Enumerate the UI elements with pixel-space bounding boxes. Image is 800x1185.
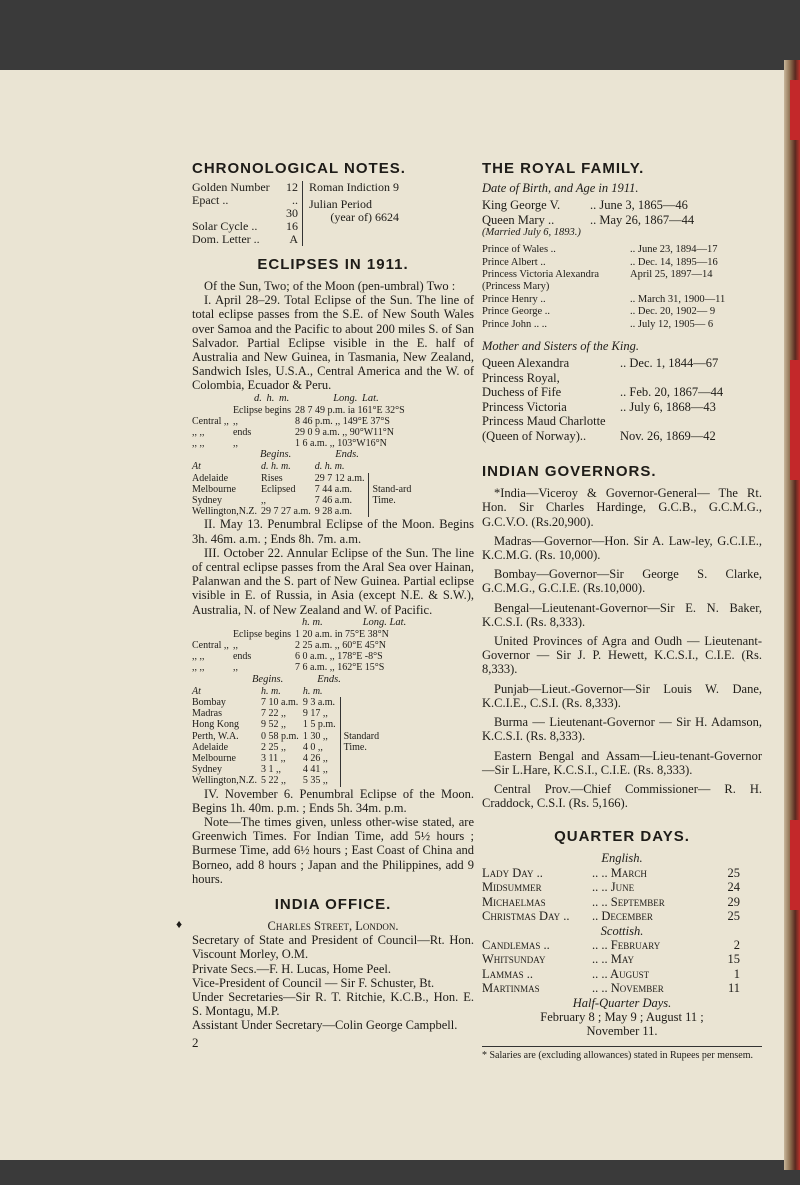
mother-sisters-heading: Mother and Sisters of the King.	[482, 339, 639, 354]
chronological-notes-title: CHRONOLOGICAL NOTES.	[192, 160, 406, 177]
eclipse-row: Eclipse begins 28 7 49 p.m. ia 161°E 32°S	[232, 404, 405, 416]
governor-entry: Madras—Governor—Hon. Sir A. Law-ley, G.C.I.E., K.C.M.G. (Rs. 10,000).	[482, 533, 762, 563]
quarter-day-row: Christmas Day .. .. December 25	[482, 909, 740, 924]
chronology-row: Golden Number 12	[192, 180, 298, 194]
mother-row: (Queen of Norway).. Nov. 26, 1869—42	[482, 428, 716, 443]
mother-row: Princess Maud Charlotte	[482, 414, 606, 429]
right-column	[482, 160, 762, 1061]
half-quarter-heading: Half-Quarter Days.	[572, 995, 672, 1010]
page-number: 2	[192, 1034, 199, 1050]
india-office-title: INDIA OFFICE.	[274, 895, 392, 913]
quarter-day-row: Whitsunday .. .. May 15	[482, 952, 740, 967]
chronology-row: Dom. Letter .. A	[192, 232, 298, 246]
quarter-day-row: Lammas .. .. .. August 1	[482, 966, 740, 981]
india-office-entry: Under Secretaries—Sir R. T. Ritchie, K.C.B., Hon. E. S. Montagu, M.P.	[192, 989, 474, 1019]
child-row: Prince Henry .. .. March 31, 1900—11	[482, 293, 726, 305]
place-row: Madras 7 22 ,, 9 17 ,,	[192, 708, 328, 720]
eclipses-intro: Of the Sun, Two; of the Moon (pen-umbral) Two :	[204, 279, 456, 293]
child-row: (Princess Mary)	[482, 281, 550, 293]
quarter-day-row: Candlemas .. .. .. February 2	[482, 937, 740, 952]
place-row: Melbourne 3 11 ,, 4 26 ,,	[192, 752, 328, 764]
salary-footnote: * Salaries are (excluding allowances) stated in Rupees per mensem.	[482, 1046, 762, 1061]
married-note: (Married July 6, 1893.)	[482, 227, 581, 239]
chronology-row: Solar Cycle .. 16	[192, 219, 298, 233]
india-office-address: Charles Street, London.	[267, 918, 399, 933]
eclipse-3-table	[192, 629, 393, 674]
eclipse-row: ,, ,, ends 6 0 a.m. ,, 178°E -8°S	[192, 651, 383, 663]
governor-entry: Punjab—Lieut.-Governor—Sir Louis W. Dane, K.C.I.E., C.S.I. (Rs. 8,333).	[482, 681, 762, 710]
mother-row: Duchess of Fife .. Feb. 20, 1867—44	[482, 385, 724, 400]
quarter-day-row: Lady Day .. .. .. March 25	[482, 865, 740, 880]
mother-row: Queen Alexandra .. Dec. 1, 1844—67	[482, 356, 719, 371]
child-row: Princess Victoria Alexandra April 25, 1897—14	[482, 269, 713, 281]
child-row: Prince John .. .. .. July 12, 1905— 6	[482, 318, 714, 330]
governor-entry: Burma — Lieutenant-Governor — Sir H. Adamson, K.C.S.I. (Rs. 8,333).	[482, 715, 762, 744]
place-row: Wellington,N.Z. 29 7 27 a.m. 9 28 a.m.	[192, 506, 352, 518]
governor-entry: United Provinces of Agra and Oudh — Lieutenant-Governor — Sir J. P. Hewett, K.C.S.I., C.I.E. (Rs. 8,333).	[482, 634, 762, 677]
scottish-quarter-days	[482, 938, 740, 996]
quarter-day-row: Michaelmas .. .. September 29	[482, 894, 740, 909]
scottish-heading: Scottish.	[600, 923, 644, 938]
place-row: Bombay 7 10 a.m. 9 3 a.m. Standard Time.	[192, 697, 388, 708]
place-row: Hong Kong 9 52 ,, 1 5 p.m.	[192, 719, 336, 731]
mother-row: Princess Victoria .. July 6, 1868—43	[482, 399, 716, 414]
time-note: Note—The times given, unless other-wise stated, are Greenwich Times. For Indian Time, add 5½ hours ; Burmese Time, add 6½ hours ; East Coast of China and Borneo, add 8 hours ; Japan and the Philippines, add 9 hours.	[192, 814, 474, 886]
ornament-mark: ♦	[176, 917, 183, 931]
eclipse-1-places: At d. h. m. d. h. m. Adelaide Rises 29 7 12 a.m. Stand-ard Time. Melbourne Eclipsed 7 44 a.m. Sydney ,, 7 46 a.m. Wellington,N.Z. 29 7 27 a.m. 9 28 a.m.	[192, 461, 416, 517]
eclipse-row: Eclipse begins 1 20 a.m. in 75°E 38°N	[232, 628, 389, 640]
eclipse-1-text: I. April 28–29. Total Eclipse of the Sun. The line of total eclipse passes from the S.E. of New South Wales over Samoa and the Pacific to about 200 miles S. of San Salvador. Partial Eclipse visible in the E. half of Australia and New Guinea, in Tasmania, New Zealand, Sandwich Isles, U.S.A., Central America and the W. of Colombia, Ecuador & Peru.	[192, 293, 474, 393]
half-quarter-days: November 11.	[586, 1024, 658, 1039]
quarter-days-title: QUARTER DAYS.	[554, 828, 690, 846]
governor-entry: Eastern Bengal and Assam—Lieu-tenant-Governor—Sir L.Hare, K.C.S.I., C.I.E. (Rs. 8,333).	[482, 748, 762, 777]
place-row: Sydney ,, 7 46 a.m.	[192, 495, 352, 507]
quarter-day-row: Midsummer .. .. June 24	[482, 880, 740, 895]
eclipse-2-text: II. May 13. Penumbral Eclipse of the Moon. Begins 3h. 46m. a.m. ; Ends 8h. 7m. a.m.	[192, 517, 474, 546]
english-heading: English.	[601, 851, 643, 866]
mother-row: Princess Royal,	[482, 370, 560, 385]
chronology-row: Epact .. .. 30	[192, 193, 298, 220]
eclipse-row: ,, ,, ends 29 0 9 a.m. ,, 90°W11°N	[192, 427, 394, 439]
governor-entry: Central Prov.—Chief Commissioner— R. H. Craddock, C.S.I. (Rs. 5,166).	[482, 781, 762, 811]
eclipse-row: ,, ,, ,, 1 6 a.m. ,, 103°W16°N	[192, 438, 387, 450]
indian-governors-title: INDIAN GOVERNORS.	[482, 463, 657, 481]
book-spine	[784, 60, 800, 1170]
king-queen-table: King George V. .. June 3, 1865—46 Queen Mary .. .. May 26, 1867—44	[482, 198, 695, 227]
place-row: Perth, W.A. 0 58 p.m. 1 30 ,,	[192, 730, 328, 742]
place-row: Wellington,N.Z. 5 22 ,, 5 35 ,,	[192, 775, 328, 787]
india-office-entry: Secretary of State and President of Council—Rt. Hon. Viscount Morley, O.M.	[192, 933, 474, 962]
left-column: CHRONOLOGICAL NOTES. Golden Number 12 Epact .. .. 30 Solar Cycle .. 16 Dom. Letter .. A Roman Indiction 9 Julian Period (year of) 6624 ECLIPSES IN 1911. Of the Sun, Two; of the Moon (pen-umbral) Two : I. April 28–29. Total Eclipse of the Sun. The line of total eclipse passes from the S.E. of New South Wales over Samoa and the Pacific to about 200 miles S. of San Salvador. Partial Eclipse visible in the E. half of Australia and New Guinea, in Tasmania, New Zealand, Sandwich Isles, U.S.A., Central America and the W. of Colombia, Ecuador & Peru. d. h. m. Long. Lat. Eclipse begins 28 7 49 p.m. ia 161°E 32°S Central ,, ,, 8 46 p.m. ,, 149°E 37°S ,, ,, ends 29 0 9 a.m. ,, 90°W11°N ,, ,, ,, 1 6 a.m. ,, 103°W16°N Begins. Ends. At d. h. m. d. h. m. Adelaide Rises 29 7 12 a.m. Stand-ard Time. Melbourne Eclipsed 7 44 a.m. Sydney ,, 7 46 a.m. Wellington,N.Z. 29 7 27 a.m. 9 28 a.m. II. May 13. Penumbral Eclipse of the Moon. Begins 3h. 46m. a.m. ; Ends 8h. 7m. a.m. III. October 22. Annular Eclipse of the Sun. The line of central eclipse passes from the Aral Sea over Hainan, Palanwan and the S. part of New Guinea. Partial eclipse visible in E. of Russia, in Asia (except N.E. & S.W.), Australia, N. of New Zealand and W. of Pacific. h. m. Long. Lat. Eclipse begins 1 20 a.m. in 75°E 38°N Central ,, ,, 2 25 a.m. ,, 60°E 45°N ,, ,, ends 6 0 a.m. ,, 178°E -8°S ,, ,, ,, 7 6 a.m. ,, 162°E 15°S Begins. Ends. At h. m. h. m. Bombay 7 10 a.m. 9 3 a.m. Standard Time. Madras 7 22 ,, 9 17 ,, Hong Kong 9 52 ,, 1 5 p.m. Perth, W.A. 0 58 p.m. 1 30 ,, Adelaide 2 25 ,, 4 0 ,, Melbourne 3 11 ,, 4 26 ,, Sydney 3 1 ,, 4 41 ,, Wellington,N.Z. 5 22 ,, 5 35 ,, IV. November 6. Penumbral Eclipse of the Moon. Begins 1h. 40m. p.m. ; Ends 5h. 34m. p.m. Note—The times given, unless other-wise stated, are Greenwich Times. For Indian Time, add 5½ hours ; Burmese Time, add 6½ hours ; East Coast of China and Borneo, add 8 hours ; Japan and the Philippines, add 9 hours. INDIA OFFICE. Charles Street, London. Secretary of State and President of Council—Rt. Hon. Viscount Morley, O.M. Private Secs.—F. H. Lucas, Home Peel. Vice-President of Council — Sir F. Schuster, Bt. Under Secretaries—Sir R. T. Ritchie, K.C.B., Hon. E. S. Montagu, M.P. Assistant Under Secretary—Colin George Campbell. 2	[192, 160, 474, 1050]
children-table	[482, 244, 725, 331]
governor-entry: Bombay—Governor—Sir George S. Clarke, G.C.M.G., G.C.I.E. (Rs.10,000).	[482, 567, 762, 596]
child-row: Prince of Wales .. .. June 23, 1894—17	[482, 244, 718, 256]
chronology-numbers: Golden Number 12 Epact .. .. 30 Solar Cycle .. 16 Dom. Letter .. A Roman Indiction 9 Julian Period (year of) 6624	[192, 180, 399, 246]
quarter-day-row: Martinmas .. .. November 11	[482, 981, 740, 996]
eclipse-row: Central ,, ,, 2 25 a.m. ,, 60°E 45°N	[192, 640, 387, 652]
eclipse-3-text: III. October 22. Annular Eclipse of the Sun. The line of central eclipse passes from the Aral Sea over Hainan, Palanwan and the S. part of New Guinea. Partial eclipse visible in E. of Russia, in Asia (except N.E. & S.W.), Australia, N. of New Zealand and W. of Pacific.	[192, 545, 474, 617]
place-row: Adelaide Rises 29 7 12 a.m. Stand-ard Time.	[192, 473, 416, 484]
india-office-entry: Vice-President of Council — Sir F. Schuster, Bt.	[192, 975, 435, 990]
mother-sisters-table	[482, 356, 723, 443]
half-quarter-days: February 8 ; May 9 ; August 11 ;	[540, 1009, 704, 1024]
governor-entry: Bengal—Lieutenant-Governor—Sir E. N. Baker, K.C.S.I. (Rs. 8,333).	[482, 600, 762, 629]
child-row: Prince George .. .. Dec. 20, 1902— 9	[482, 306, 716, 318]
place-row: Adelaide 2 25 ,, 4 0 ,,	[192, 741, 323, 753]
royal-family-title: THE ROYAL FAMILY.	[482, 160, 645, 177]
india-office-entry: Private Secs.—F. H. Lucas, Home Peel.	[192, 961, 391, 976]
child-row: Prince Albert .. .. Dec. 14, 1895—16	[482, 256, 718, 268]
place-row: Melbourne Eclipsed 7 44 a.m.	[192, 483, 352, 495]
eclipse-1-table	[192, 405, 409, 450]
eclipses-title: ECLIPSES IN 1911.	[257, 256, 409, 273]
english-quarter-days	[482, 866, 740, 924]
india-office-entry: Assistant Under Secretary—Colin George Campbell.	[192, 1018, 458, 1033]
eclipse-row: ,, ,, ,, 7 6 a.m. ,, 162°E 15°S	[192, 662, 385, 674]
place-row: Sydney 3 1 ,, 4 41 ,,	[192, 764, 328, 776]
governor-entry: *India—Viceroy & Governor-General— The Rt. Hon. Sir Charles Hardinge, G.C.B., G.C.M.G., G.C.V.O. (Rs.20,900).	[482, 486, 762, 529]
eclipse-4-text: IV. November 6. Penumbral Eclipse of the Moon. Begins 1h. 40m. p.m. ; Ends 5h. 34m. p.m.	[192, 786, 474, 815]
royal-family-subtitle: Date of Birth, and Age in 1911.	[482, 181, 639, 195]
governors-list	[482, 486, 762, 810]
eclipse-row: Central ,, ,, 8 46 p.m. ,, 149°E 37°S	[192, 415, 390, 427]
eclipse-3-places: At h. m. h. m. Bombay 7 10 a.m. 9 3 a.m. Standard Time. Madras 7 22 ,, 9 17 ,, Hong Kong 9 52 ,, 1 5 p.m. Perth, W.A. 0 58 p.m. 1 30 ,, Adelaide 2 25 ,, 4 0 ,, Melbourne 3 11 ,, 4 26 ,, Sydney 3 1 ,, 4 41 ,, Wellington,N.Z. 5 22 ,, 5 35 ,,	[192, 686, 388, 787]
